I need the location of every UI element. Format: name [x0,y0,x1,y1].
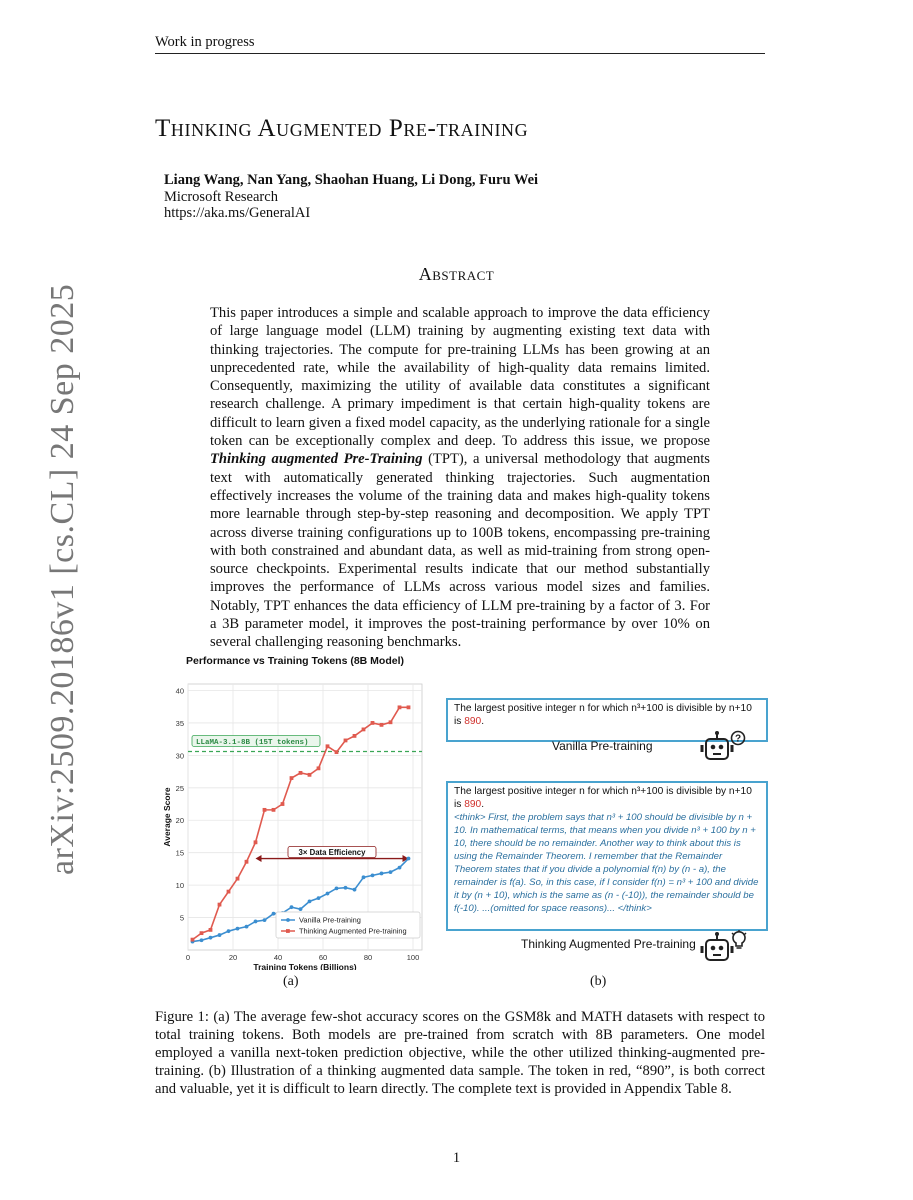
y-tick-label: 35 [175,718,184,728]
series-1-point [389,870,393,874]
series-2-point [398,705,402,709]
series-1-point [290,905,294,909]
series-1-point [254,920,258,924]
x-tick-label: 100 [406,953,420,962]
chart-title: Performance vs Training Tokens (8B Model) [185,655,405,667]
sample-text-2: The largest positive integer n for which n³+100 is divisible by n+10 is [454,786,752,810]
sample-answer-token: 890 [464,716,482,727]
sample-text: The largest positive integer n for which n³+100 is divisible by n+10 is [454,703,752,727]
y-tick-label: 40 [175,686,184,696]
series-1-point [209,936,213,940]
x-tick-label: 0 [185,953,191,962]
y-tick-label: 25 [175,783,184,793]
series-1-point [200,938,204,942]
series-2-point [371,721,375,725]
series-1-point [335,886,339,890]
performance-chart [158,650,433,970]
series-1-point [236,927,240,931]
tpt-name: Thinking augmented Pre-Training [210,451,423,468]
y-tick-label: 10 [175,881,184,891]
series-2-point [380,723,384,727]
series-2-point [272,808,276,812]
page-number: 1 [452,1150,461,1166]
series-1-point [362,875,366,879]
legend-swatch-marker [286,929,290,933]
series-2-point [227,890,231,894]
robot-lightbulb-icon [700,929,748,970]
series-1-point [380,872,384,876]
series-2-point [236,877,240,881]
series-1-point [245,925,249,929]
series-1-point [218,933,222,937]
series-1-point [299,907,303,911]
abstract-heading: Abstract [418,264,495,284]
series-2-point [326,744,330,748]
x-axis-label: Training Tokens (Billions) [253,962,357,970]
sample-period-2: . [481,799,485,810]
series-2-point [353,734,357,738]
series-2-point [362,728,366,732]
series-2-point [407,705,411,709]
series-2-point [335,750,339,754]
sample-period: . [481,716,485,727]
series-2-point [263,808,267,812]
series-1-point [272,912,276,916]
tpt-sample-box [446,781,768,931]
running-header: Work in progress [155,34,255,50]
series-2-point [209,928,213,932]
tpt-label: Thinking Augmented Pre-training [521,937,696,951]
robot-question-glyph: ? [734,733,742,745]
series-2-point [299,771,303,775]
annotation-label: 3× Data Efficiency [298,848,366,858]
series-1-point [263,918,267,922]
figure-b-label: (b) [590,974,607,989]
legend-swatch-marker [286,918,290,922]
series-2-point [281,802,285,806]
author-names: Liang Wang, Nan Yang, Shaohan Huang, Li Dong, Furu Wei [164,172,539,188]
x-tick-label: 80 [363,953,373,962]
vanilla-label: Vanilla Pre-training [552,739,653,753]
series-1-point [407,857,411,861]
series-2-point [389,720,393,724]
abstract-part-2: (TPT), a universal methodology that augments text with automatically generated thinking trajectories. Such augmentation effectively increases the volume of the training data and makes high-quality tokens more learnable through step-by-step reasoning and decomposition. We apply TPT across diverse training configurations up to 100B tokens, encompassing pre-training with both constrained and abundant data, as well as mid-training from strong open-source checkpoints. Experimental results indicate that our method substantially improves the performance of LLMs across various model sizes and families. Notably, TPT enhances the data efficiency of LLM pre-training by a factor of 3. For a 3B parameter model, it improves the post-training performance by over 10% on several challenging reasoning benchmarks. [210,451,710,651]
x-tick-label: 60 [318,953,328,962]
sample-answer-token-2: 890 [464,799,482,810]
paper-title: Thinking Augmented Pre-training [155,115,529,142]
series-2-point [218,903,222,907]
header-rule [155,53,765,54]
reference-label: LLaMA-3.1-8B (15T tokens) [196,738,309,747]
abstract-text [210,304,710,652]
figure-caption: Figure 1: (a) The average few-shot accuracy scores on the GSM8k and MATH datasets with respect to total training tokens. Both models are pre-trained from scratch with 8B parameters. One model employed a vanilla next-token prediction objective, while the other utilized thinking-augmented pre-training. (b) Illustration of a thinking augmented data sample. The token in red, “890”, is both correct and valuable, yet it is difficult to learn directly. The complete text is provided in Appendix Table 8. [155,1009,765,1097]
thinking-trajectory: <think> First, the problem says that n³ + 100 should be divisible by n + 10. In mathematical terms, that means when you divide n³ + 100 by n + 10, there should be no remainder. Another way to think about this is using the Remainder Theorem. I remember that the Remainder Theorem states that if you divide a polynomial f(n) by (n - a), the remainder is f(a). So, in this case, if I consider f(n) = n³ + 100 and divide it by (n + 10), which is the same as (n - (-10)), the remainder should be f(-10). ...(omitted for space reasons)... </think> [454,812,759,914]
series-1-point [353,888,357,892]
abstract-part-1: This paper introduces a simple and scalable approach to improve the data efficiency of large language model (LLM) training by augmenting existing text data with thinking trajectories. The compute for pre-training LLMs has been growing at an unprecedented rate, while the availability of high-quality data remains limited. Consequently, maximizing the utility of available data constitutes a significant research challenge. A primary impediment is that certain high-quality tokens are difficult to learn given a fixed model capacity, as the underlying rationale for a single token can be exceptionally complex and deep. To address this issue, we propose [210,305,710,450]
robot-question-icon [700,730,746,769]
figure-a-label: (a) [283,974,299,989]
y-axis-label: Average Score [162,787,172,847]
series-2-point [245,860,249,864]
series-2-point [308,773,312,777]
figure-a [158,650,433,970]
y-tick-label: 5 [179,913,184,923]
project-url[interactable]: https://aka.ms/GeneralAI [164,205,311,221]
y-tick-label: 30 [175,751,184,761]
legend-label: Vanilla Pre-training [299,915,361,925]
x-tick-label: 20 [228,953,238,962]
y-tick-label: 20 [175,816,184,826]
series-1-point [371,873,375,877]
series-1-point [308,899,312,903]
series-2-point [290,776,294,780]
series-1-point [317,896,321,900]
series-1-point [326,892,330,896]
series-2-point [254,840,258,844]
series-2-point [191,938,195,942]
series-2-point [344,739,348,743]
series-1-point [344,886,348,890]
series-2-point [200,931,204,935]
series-2-point [317,766,321,770]
legend-label: Thinking Augmented Pre-training [299,926,407,936]
arxiv-stamp: arXiv:2509.20186v1 [cs.CL] 24 Sep 2025 [44,283,81,875]
x-tick-label: 40 [273,953,283,962]
affiliation: Microsoft Research [164,188,278,205]
series-1-point [227,929,231,933]
author-block [164,172,538,222]
series-1-point [398,866,402,870]
y-tick-label: 15 [175,848,184,858]
